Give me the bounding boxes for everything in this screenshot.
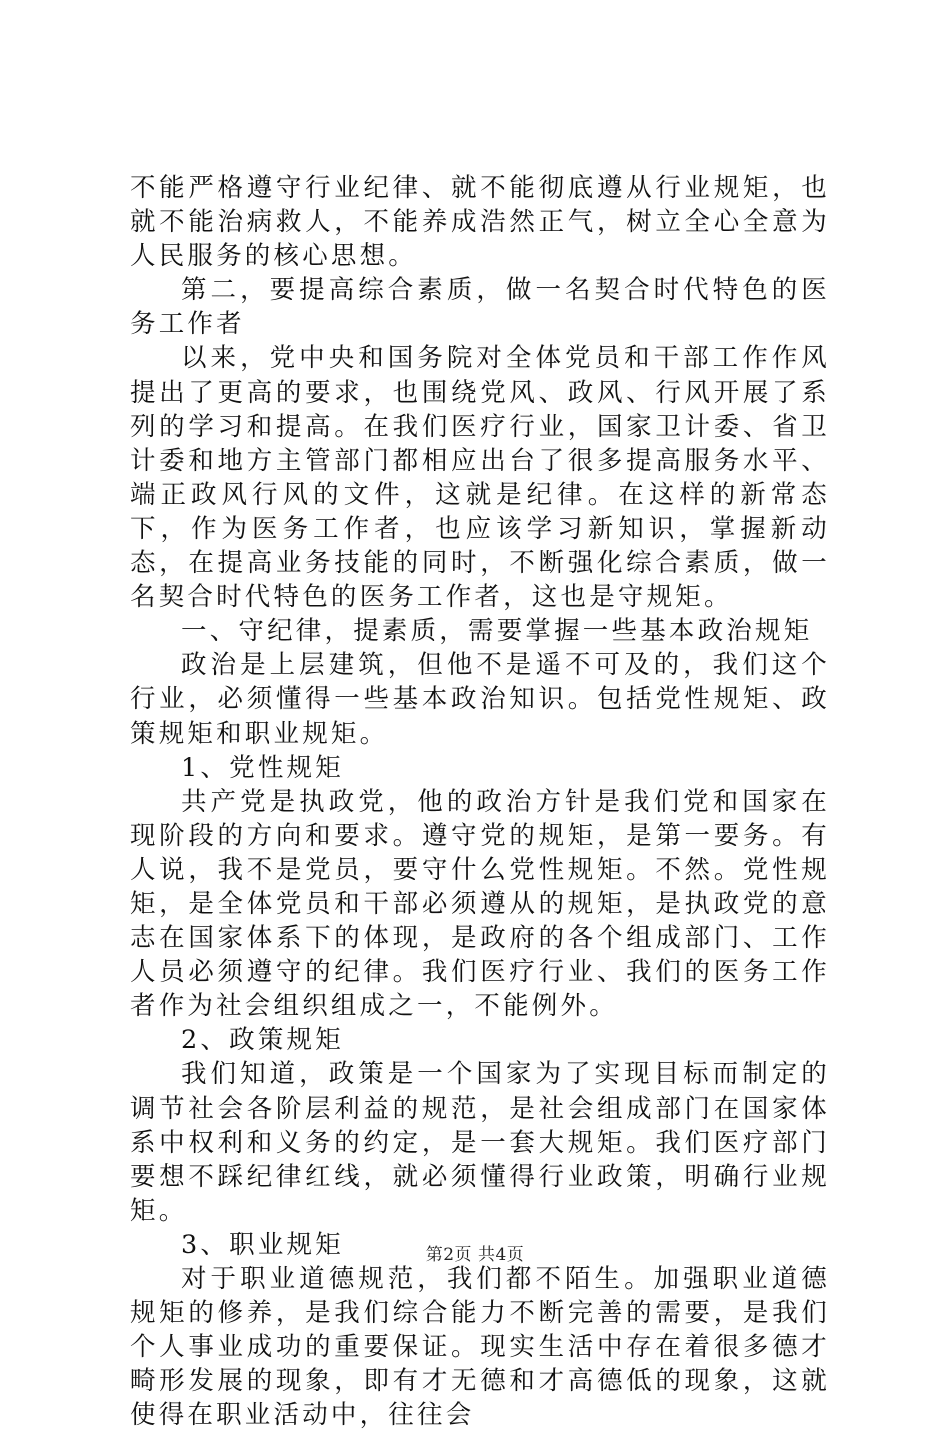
paragraph: 我们知道，政策是一个国家为了实现目标而制定的调节社会各阶层利益的规范，是社会组成部门在国家体系中权利和义务的约定，是一套大规矩。我们医疗部门要想不踩纪律红线，就必须懂得行业政策，明确行业规矩。 [130,1059,830,1226]
page-footer [0,1244,950,1266]
subsection-heading: 2、政策规矩 [181,1025,344,1056]
subsection-heading: 1、党性规矩 [181,752,344,783]
paragraph: 以来，党中央和国务院对全体党员和干部工作作风提出了更高的要求，也围绕党风、政风、行风开展了系列的学习和提高。在我们医疗行业，国家卫计委、省卫计委和地方主管部门都相应出台了很多提高服务水平、端正政风行风的文件，这就是纪律。在这样的新常态下，作为医务工作者，也应该学习新知识，掌握新动态，在提高业务技能的同时，不断强化综合素质，做一名契合时代特色的医务工作者，这也是守规矩。 [130,343,830,613]
paragraph: 政治是上层建筑，但他不是遥不可及的，我们这个行业，必须懂得一些基本政治知识。包括党性规矩、政策规矩和职业规矩。 [130,650,830,749]
subsection-heading: 3、职业规矩 [181,1229,344,1260]
paragraph: 共产党是执政党，他的政治方针是我们党和国家在现阶段的方向和要求。遵守党的规矩，是第一要务。有人说，我不是党员，要守什么党性规矩。不然。党性规矩，是全体党员和干部必须遵从的规矩，是执政党的意志在国家体系下的体现，是政府的各个组成部门、工作人员必须遵守的纪律。我们医疗行业、我们的医务工作者作为社会组织组成之一，不能例外。 [130,786,830,1022]
section-heading: 第二，要提高综合素质，做一名契合时代特色的医务工作者 [130,275,830,340]
paragraph: 对于职业道德规范，我们都不陌生。加强职业道德规矩的修养，是我们综合能力不断完善的需要，是我们个人事业成功的重要保证。现实生活中存在着很多德才畸形发展的现象，即有才无德和才高德低的现象，这就使得在职业活动中，往往会 [130,1264,830,1431]
page-number-label: 第2页 共4页 [425,1245,525,1265]
section-heading: 一、守纪律，提素质，需要掌握一些基本政治规矩 [181,616,813,647]
paragraph: 不能严格遵守行业纪律、就不能彻底遵从行业规矩，也就不能治病救人，不能养成浩然正气，树立全心全意为人民服务的核心思想。 [130,173,830,272]
document-body [130,171,830,1432]
